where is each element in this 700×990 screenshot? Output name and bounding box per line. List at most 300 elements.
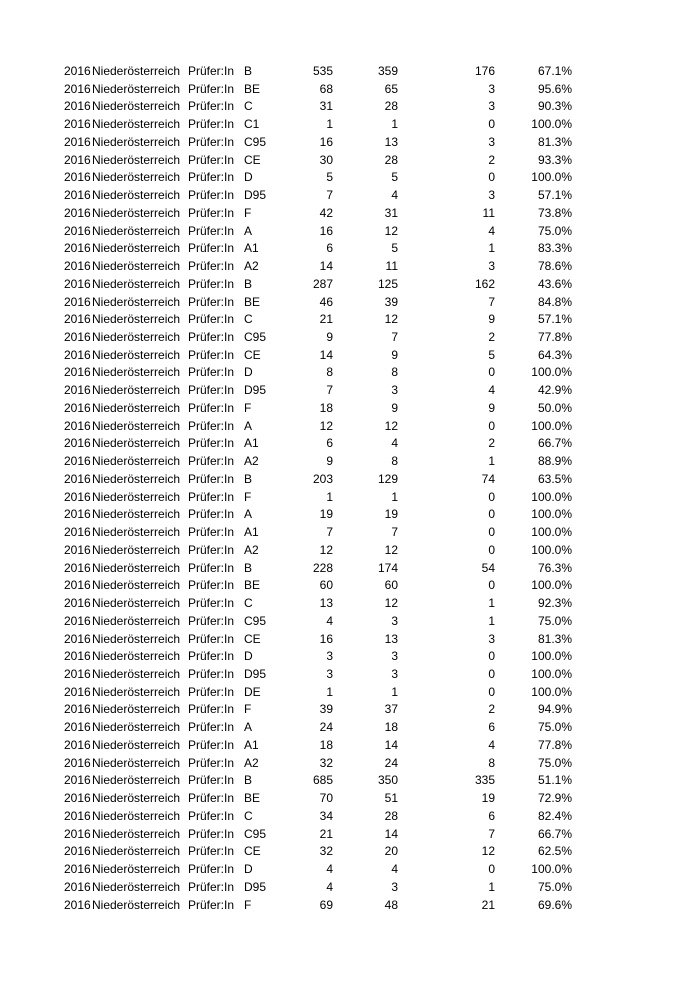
region-cell: Niederösterreich <box>92 702 181 717</box>
passed-count-cell: 8 <box>391 454 398 469</box>
table-row <box>0 152 572 170</box>
region-cell: Niederösterreich <box>92 99 181 114</box>
region-cell: Niederösterreich <box>92 365 181 380</box>
total-count-cell: 203 <box>312 471 333 486</box>
table-row <box>0 666 572 684</box>
total-count-cell: 60 <box>319 578 333 593</box>
row-margin <box>0 98 64 116</box>
passed-count-cell: 3 <box>391 649 398 664</box>
year-cell: 2016 <box>64 631 91 646</box>
region-cell: Niederösterreich <box>92 330 181 345</box>
region-cell: Niederösterreich <box>92 525 181 540</box>
row-margin <box>0 169 64 187</box>
total-count-cell: 14 <box>319 259 333 274</box>
table-row <box>0 258 572 276</box>
passed-count-cell: 39 <box>384 294 398 309</box>
pass-rate-cell: 43.6% <box>537 276 572 291</box>
total-count-cell: 228 <box>312 560 333 575</box>
year-cell: 2016 <box>64 507 91 522</box>
license-class-cell: F <box>244 897 252 912</box>
table-row <box>0 187 572 205</box>
total-count-cell: 4 <box>326 613 333 628</box>
passed-count-cell: 359 <box>377 64 398 78</box>
row-margin <box>0 453 64 471</box>
table-row <box>0 560 572 578</box>
pass-rate-cell: 50.0% <box>537 400 572 415</box>
failed-count-cell: 7 <box>488 826 495 841</box>
passed-count-cell: 3 <box>391 383 398 398</box>
table-row <box>0 826 572 844</box>
year-cell: 2016 <box>64 596 91 611</box>
pass-rate-cell: 81.3% <box>537 134 572 149</box>
row-margin <box>0 311 64 329</box>
region-cell: Niederösterreich <box>92 507 181 522</box>
year-cell: 2016 <box>64 826 91 841</box>
region-cell: Niederösterreich <box>92 542 181 557</box>
role-cell: Prüfer:In <box>188 613 235 628</box>
license-class-cell: D <box>244 170 253 185</box>
passed-count-cell: 350 <box>377 773 398 788</box>
pass-rate-cell: 95.6% <box>537 81 572 96</box>
failed-count-cell: 11 <box>482 205 495 220</box>
role-cell: Prüfer:In <box>188 471 235 486</box>
year-cell: 2016 <box>64 188 91 203</box>
failed-count-cell: 0 <box>488 666 495 681</box>
license-class-cell: DE <box>244 684 261 699</box>
passed-count-cell: 37 <box>384 702 398 717</box>
year-cell: 2016 <box>64 134 91 149</box>
total-count-cell: 39 <box>319 702 333 717</box>
region-cell: Niederösterreich <box>92 897 181 912</box>
row-margin <box>0 542 64 560</box>
passed-count-cell: 48 <box>384 897 398 912</box>
license-class-cell: B <box>244 64 253 78</box>
row-margin <box>0 790 64 808</box>
table-row <box>0 648 572 666</box>
region-cell: Niederösterreich <box>92 489 181 504</box>
total-count-cell: 30 <box>319 152 333 167</box>
year-cell: 2016 <box>64 259 91 274</box>
role-cell: Prüfer:In <box>188 773 235 788</box>
pass-rate-cell: 75.0% <box>537 720 572 735</box>
role-cell: Prüfer:In <box>188 649 235 664</box>
table-row <box>0 879 572 897</box>
pass-rate-cell: 76.3% <box>537 560 572 575</box>
passed-count-cell: 3 <box>391 613 398 628</box>
region-cell: Niederösterreich <box>92 791 181 806</box>
table-row <box>0 755 572 773</box>
total-count-cell: 1 <box>326 684 333 699</box>
table-row <box>0 471 572 489</box>
pass-rate-cell: 100.0% <box>531 418 572 433</box>
total-count-cell: 46 <box>319 294 333 309</box>
region-cell: Niederösterreich <box>92 471 181 486</box>
table-row <box>0 329 572 347</box>
pass-rate-cell: 75.0% <box>537 223 572 238</box>
year-cell: 2016 <box>64 471 91 486</box>
row-margin <box>0 843 64 861</box>
total-count-cell: 21 <box>319 826 333 841</box>
total-count-cell: 34 <box>319 808 333 823</box>
region-cell: Niederösterreich <box>92 241 181 256</box>
failed-count-cell: 5 <box>488 347 495 362</box>
table-row <box>0 418 572 436</box>
license-class-cell: A1 <box>244 737 259 752</box>
row-margin <box>0 258 64 276</box>
passed-count-cell: 12 <box>384 312 398 327</box>
passed-count-cell: 5 <box>391 170 398 185</box>
passed-count-cell: 4 <box>391 862 398 877</box>
row-margin <box>0 435 64 453</box>
table-row <box>0 542 572 560</box>
total-count-cell: 7 <box>326 525 333 540</box>
table-row <box>0 347 572 365</box>
passed-count-cell: 20 <box>384 844 398 859</box>
failed-count-cell: 4 <box>488 223 495 238</box>
license-class-cell: A1 <box>244 241 259 256</box>
failed-count-cell: 9 <box>488 400 495 415</box>
pass-rate-cell: 100.0% <box>531 117 572 132</box>
total-count-cell: 70 <box>319 791 333 806</box>
table-row <box>0 81 572 99</box>
row-margin <box>0 63 64 81</box>
failed-count-cell: 3 <box>488 81 495 96</box>
license-class-cell: D95 <box>244 383 267 398</box>
license-class-cell: A <box>244 507 253 522</box>
role-cell: Prüfer:In <box>188 64 235 78</box>
failed-count-cell: 1 <box>488 879 495 894</box>
total-count-cell: 1 <box>326 117 333 132</box>
role-cell: Prüfer:In <box>188 631 235 646</box>
license-class-cell: B <box>244 276 253 291</box>
failed-count-cell: 4 <box>488 383 495 398</box>
role-cell: Prüfer:In <box>188 596 235 611</box>
pass-rate-cell: 100.0% <box>531 649 572 664</box>
year-cell: 2016 <box>64 418 91 433</box>
data-table <box>0 63 572 914</box>
license-class-cell: D <box>244 862 253 877</box>
role-cell: Prüfer:In <box>188 826 235 841</box>
year-cell: 2016 <box>64 879 91 894</box>
passed-count-cell: 3 <box>391 879 398 894</box>
passed-count-cell: 7 <box>391 525 398 540</box>
row-margin <box>0 134 64 152</box>
table-row <box>0 98 572 116</box>
table-row <box>0 223 572 241</box>
license-class-cell: A1 <box>244 436 259 451</box>
row-margin <box>0 364 64 382</box>
failed-count-cell: 8 <box>488 755 495 770</box>
passed-count-cell: 4 <box>391 436 398 451</box>
role-cell: Prüfer:In <box>188 241 235 256</box>
license-class-cell: D <box>244 365 253 380</box>
passed-count-cell: 8 <box>391 365 398 380</box>
region-cell: Niederösterreich <box>92 312 181 327</box>
row-margin <box>0 347 64 365</box>
pass-rate-cell: 100.0% <box>531 365 572 380</box>
pass-rate-cell: 64.3% <box>537 347 572 362</box>
pass-rate-cell: 75.0% <box>537 755 572 770</box>
total-count-cell: 42 <box>319 205 333 220</box>
pass-rate-cell: 78.6% <box>537 259 572 274</box>
role-cell: Prüfer:In <box>188 560 235 575</box>
role-cell: Prüfer:In <box>188 844 235 859</box>
year-cell: 2016 <box>64 152 91 167</box>
license-class-cell: BE <box>244 81 261 96</box>
year-cell: 2016 <box>64 400 91 415</box>
row-margin <box>0 648 64 666</box>
passed-count-cell: 65 <box>384 81 398 96</box>
year-cell: 2016 <box>64 81 91 96</box>
failed-count-cell: 0 <box>488 489 495 504</box>
table-body <box>0 63 572 914</box>
total-count-cell: 13 <box>319 596 333 611</box>
failed-count-cell: 6 <box>488 720 495 735</box>
passed-count-cell: 1 <box>391 489 398 504</box>
passed-count-cell: 12 <box>384 418 398 433</box>
pass-rate-cell: 69.6% <box>537 897 572 912</box>
year-cell: 2016 <box>64 755 91 770</box>
table-row <box>0 169 572 187</box>
region-cell: Niederösterreich <box>92 436 181 451</box>
region-cell: Niederösterreich <box>92 631 181 646</box>
role-cell: Prüfer:In <box>188 720 235 735</box>
failed-count-cell: 54 <box>481 560 495 575</box>
table-row <box>0 524 572 542</box>
role-cell: Prüfer:In <box>188 312 235 327</box>
license-class-cell: BE <box>244 791 261 806</box>
year-cell: 2016 <box>64 702 91 717</box>
region-cell: Niederösterreich <box>92 613 181 628</box>
region-cell: Niederösterreich <box>92 808 181 823</box>
license-class-cell: C <box>244 596 253 611</box>
pass-rate-cell: 100.0% <box>531 578 572 593</box>
license-class-cell: C95 <box>244 613 267 628</box>
row-margin <box>0 595 64 613</box>
pass-rate-cell: 62.5% <box>537 844 572 859</box>
row-margin <box>0 737 64 755</box>
table-row <box>0 613 572 631</box>
table-row <box>0 134 572 152</box>
pass-rate-cell: 75.0% <box>537 613 572 628</box>
role-cell: Prüfer:In <box>188 454 235 469</box>
role-cell: Prüfer:In <box>188 383 235 398</box>
role-cell: Prüfer:In <box>188 684 235 699</box>
failed-count-cell: 21 <box>481 897 495 912</box>
table-row <box>0 719 572 737</box>
table-row <box>0 240 572 258</box>
failed-count-cell: 3 <box>488 631 495 646</box>
pass-rate-cell: 66.7% <box>537 826 572 841</box>
region-cell: Niederösterreich <box>92 170 181 185</box>
year-cell: 2016 <box>64 578 91 593</box>
year-cell: 2016 <box>64 525 91 540</box>
failed-count-cell: 176 <box>474 64 495 78</box>
passed-count-cell: 1 <box>391 117 398 132</box>
passed-count-cell: 3 <box>391 666 398 681</box>
table-row <box>0 311 572 329</box>
passed-count-cell: 5 <box>391 241 398 256</box>
role-cell: Prüfer:In <box>188 542 235 557</box>
passed-count-cell: 174 <box>377 560 398 575</box>
pass-rate-cell: 51.1% <box>537 773 572 788</box>
row-margin <box>0 560 64 578</box>
passed-count-cell: 18 <box>384 720 398 735</box>
year-cell: 2016 <box>64 808 91 823</box>
failed-count-cell: 6 <box>488 808 495 823</box>
total-count-cell: 3 <box>326 666 333 681</box>
passed-count-cell: 28 <box>384 808 398 823</box>
pass-rate-cell: 100.0% <box>531 666 572 681</box>
failed-count-cell: 1 <box>488 613 495 628</box>
license-class-cell: B <box>244 773 253 788</box>
failed-count-cell: 74 <box>481 471 495 486</box>
total-count-cell: 16 <box>319 631 333 646</box>
failed-count-cell: 2 <box>488 152 495 167</box>
row-margin <box>0 631 64 649</box>
license-class-cell: C <box>244 99 253 114</box>
license-class-cell: A <box>244 223 253 238</box>
role-cell: Prüfer:In <box>188 188 235 203</box>
table-row <box>0 808 572 826</box>
role-cell: Prüfer:In <box>188 737 235 752</box>
year-cell: 2016 <box>64 312 91 327</box>
pass-rate-cell: 84.8% <box>537 294 572 309</box>
table-row <box>0 772 572 790</box>
pass-rate-cell: 67.1% <box>537 64 572 78</box>
license-class-cell: D95 <box>244 188 267 203</box>
failed-count-cell: 1 <box>488 596 495 611</box>
passed-count-cell: 13 <box>384 134 398 149</box>
pass-rate-cell: 94.9% <box>537 702 572 717</box>
total-count-cell: 8 <box>326 365 333 380</box>
passed-count-cell: 1 <box>391 684 398 699</box>
passed-count-cell: 12 <box>384 596 398 611</box>
year-cell: 2016 <box>64 276 91 291</box>
role-cell: Prüfer:In <box>188 259 235 274</box>
failed-count-cell: 2 <box>488 702 495 717</box>
role-cell: Prüfer:In <box>188 578 235 593</box>
region-cell: Niederösterreich <box>92 879 181 894</box>
failed-count-cell: 162 <box>474 276 495 291</box>
role-cell: Prüfer:In <box>188 134 235 149</box>
license-class-cell: A <box>244 418 253 433</box>
total-count-cell: 32 <box>319 844 333 859</box>
license-class-cell: A2 <box>244 755 259 770</box>
role-cell: Prüfer:In <box>188 81 235 96</box>
year-cell: 2016 <box>64 454 91 469</box>
table-row <box>0 364 572 382</box>
failed-count-cell: 0 <box>488 365 495 380</box>
row-margin <box>0 152 64 170</box>
region-cell: Niederösterreich <box>92 755 181 770</box>
table-row <box>0 684 572 702</box>
row-margin <box>0 755 64 773</box>
role-cell: Prüfer:In <box>188 791 235 806</box>
total-count-cell: 16 <box>319 223 333 238</box>
license-class-cell: CE <box>244 152 261 167</box>
row-margin <box>0 506 64 524</box>
failed-count-cell: 12 <box>481 844 495 859</box>
failed-count-cell: 0 <box>488 170 495 185</box>
role-cell: Prüfer:In <box>188 755 235 770</box>
failed-count-cell: 4 <box>488 737 495 752</box>
year-cell: 2016 <box>64 737 91 752</box>
role-cell: Prüfer:In <box>188 808 235 823</box>
year-cell: 2016 <box>64 489 91 504</box>
year-cell: 2016 <box>64 365 91 380</box>
year-cell: 2016 <box>64 844 91 859</box>
role-cell: Prüfer:In <box>188 347 235 362</box>
total-count-cell: 19 <box>319 507 333 522</box>
failed-count-cell: 0 <box>488 418 495 433</box>
role-cell: Prüfer:In <box>188 702 235 717</box>
failed-count-cell: 1 <box>488 454 495 469</box>
region-cell: Niederösterreich <box>92 64 181 78</box>
year-cell: 2016 <box>64 649 91 664</box>
table-row <box>0 453 572 471</box>
total-count-cell: 287 <box>312 276 333 291</box>
failed-count-cell: 0 <box>488 862 495 877</box>
table-row <box>0 577 572 595</box>
table-row <box>0 435 572 453</box>
year-cell: 2016 <box>64 383 91 398</box>
license-class-cell: CE <box>244 844 261 859</box>
passed-count-cell: 4 <box>391 188 398 203</box>
license-class-cell: C95 <box>244 826 267 841</box>
row-margin <box>0 879 64 897</box>
license-class-cell: B <box>244 560 253 575</box>
total-count-cell: 535 <box>312 64 333 78</box>
passed-count-cell: 125 <box>377 276 398 291</box>
role-cell: Prüfer:In <box>188 223 235 238</box>
row-margin <box>0 382 64 400</box>
row-margin <box>0 418 64 436</box>
failed-count-cell: 9 <box>488 312 495 327</box>
license-class-cell: F <box>244 489 252 504</box>
region-cell: Niederösterreich <box>92 383 181 398</box>
pass-rate-cell: 83.3% <box>537 241 572 256</box>
license-class-cell: A1 <box>244 525 259 540</box>
role-cell: Prüfer:In <box>188 276 235 291</box>
failed-count-cell: 0 <box>488 525 495 540</box>
year-cell: 2016 <box>64 170 91 185</box>
pass-rate-cell: 63.5% <box>537 471 572 486</box>
region-cell: Niederösterreich <box>92 152 181 167</box>
total-count-cell: 32 <box>319 755 333 770</box>
row-margin <box>0 276 64 294</box>
year-cell: 2016 <box>64 347 91 362</box>
region-cell: Niederösterreich <box>92 666 181 681</box>
pass-rate-cell: 88.9% <box>537 454 572 469</box>
license-class-cell: F <box>244 702 252 717</box>
table-row <box>0 382 572 400</box>
passed-count-cell: 7 <box>391 330 398 345</box>
total-count-cell: 9 <box>326 330 333 345</box>
spreadsheet-page <box>0 63 700 914</box>
year-cell: 2016 <box>64 436 91 451</box>
year-cell: 2016 <box>64 791 91 806</box>
license-class-cell: D95 <box>244 666 267 681</box>
region-cell: Niederösterreich <box>92 454 181 469</box>
failed-count-cell: 3 <box>488 134 495 149</box>
license-class-cell: C95 <box>244 330 267 345</box>
region-cell: Niederösterreich <box>92 259 181 274</box>
year-cell: 2016 <box>64 720 91 735</box>
region-cell: Niederösterreich <box>92 720 181 735</box>
table-row <box>0 843 572 861</box>
role-cell: Prüfer:In <box>188 99 235 114</box>
